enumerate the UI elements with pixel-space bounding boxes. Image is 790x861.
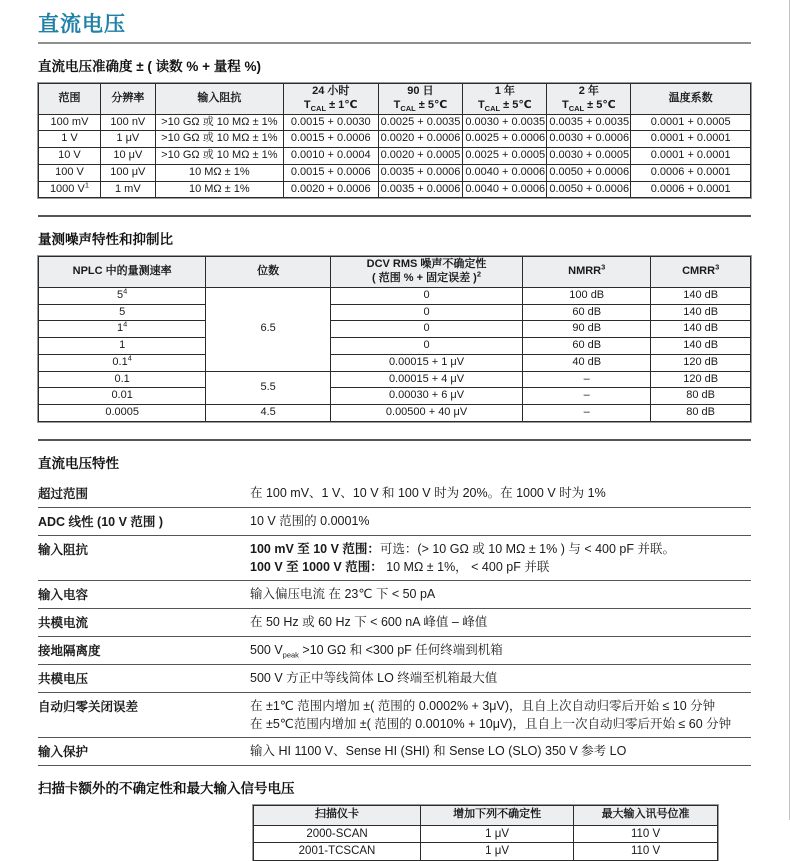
spec-label: 共模电流 (38, 615, 89, 630)
section-heading-characteristics: 直流电压特性 (38, 455, 119, 471)
table-cell: 0 (330, 338, 522, 355)
column-header: 范围 (39, 84, 101, 115)
table-cell: 0 (330, 304, 522, 321)
table-cell: 0.0015 + 0.0006 (283, 164, 378, 181)
column-header: 输入阻抗 (155, 84, 283, 115)
table-cell: 10 MΩ ± 1% (155, 181, 283, 198)
table-cell: 0.0020 + 0.0006 (378, 131, 463, 148)
spec-row (38, 507, 751, 535)
table-row (39, 304, 751, 321)
table-row (39, 321, 751, 338)
table-cell: 0.00015 + 4 μV (330, 371, 522, 388)
table-cell: 0 (330, 321, 522, 338)
table-cell: 0.0020 + 0.0005 (378, 148, 463, 165)
table-cell: 100 mV (39, 114, 101, 131)
table-cell: 40 dB (523, 354, 651, 371)
spec-row (38, 692, 751, 737)
spec-row (38, 636, 751, 664)
table-cell: 1 μV (100, 131, 155, 148)
table-cell: 90 dB (523, 321, 651, 338)
table-cell: 0.0006 + 0.0001 (631, 164, 751, 181)
table-row (254, 843, 718, 860)
table-cell: 0.0015 + 0.0006 (283, 131, 378, 148)
scanner-table-wrap (253, 805, 718, 861)
column-header: 1 年 $T_{CAL}$ ± 5℃ (463, 84, 547, 115)
column-header: 温度系数 (631, 84, 751, 115)
table-row (39, 181, 751, 198)
spec-value (250, 586, 751, 603)
scanner-card-table (253, 805, 718, 861)
table-row (254, 825, 718, 842)
table-cell: 0.0015 + 0.0030 (283, 114, 378, 131)
table-cell: 1 (39, 338, 206, 355)
table-cell: 80 dB (651, 388, 751, 405)
table-cell: 100 dB (523, 287, 651, 304)
section-heading-noise: 量测噪声特性和抑制比 (38, 232, 173, 248)
dc-accuracy-table (38, 83, 751, 198)
table-row (39, 371, 751, 388)
spec-label: 输入保护 (38, 744, 89, 759)
spec-value-line: 输入偏压电流 在 23℃ 下 < 50 pA (250, 586, 436, 601)
spec-row (38, 664, 751, 692)
table-cell: – (523, 371, 651, 388)
table-cell: 1 V (39, 131, 101, 148)
table-cell: 5.5 (206, 371, 331, 405)
table-cell: 80 dB (651, 405, 751, 422)
table-cell: 100 μV (100, 164, 155, 181)
table-cell: 0.01 (39, 388, 206, 405)
spec-value (250, 642, 751, 659)
table-cell: 1 μV (421, 825, 574, 842)
table-cell: 0.0040 + 0.0006 (463, 164, 547, 181)
table-cell: 6.5 (206, 287, 331, 371)
section-heading-accuracy: 直流电压准确度 ± ( 读数 % + 量程 %) (38, 59, 262, 74)
dc-characteristics-list (38, 480, 751, 766)
table-cell: 0.00500 + 40 μV (330, 405, 522, 422)
table-cell: 100 nV (100, 114, 155, 131)
spec-value-line: 在 100 mV、1 V、10 V 和 100 V 时为 20%。在 1000 V 时为 1% (250, 485, 606, 500)
table-cell: 100 V (39, 164, 101, 181)
table-cell: 0.0010 + 0.0004 (283, 148, 378, 165)
table-cell: 0.0020 + 0.0006 (283, 181, 378, 198)
table-cell: >10 GΩ 或 10 MΩ ± 1% (155, 114, 283, 131)
title-divider (38, 42, 751, 44)
table-cell: 120 dB (651, 354, 751, 371)
table-cell: 0.0050 + 0.0006 (547, 181, 631, 198)
table-cell: 0 (330, 287, 522, 304)
column-header: 增加下列不确定性 (421, 805, 574, 825)
table-cell: 0.0001 + 0.0001 (631, 148, 751, 165)
spec-label: 输入电容 (38, 587, 89, 602)
column-header: 位数 (206, 257, 331, 288)
spec-value (250, 485, 751, 502)
spec-value-line: 在 ±1℃ 范围内增加 ±( 范围的 0.0002% + 3μV)，且自上次自动归零后开始 ≤ 10 分钟 (250, 698, 716, 713)
noise-rejection-table (38, 256, 751, 422)
column-header: 扫描仪卡 (254, 805, 421, 825)
table-cell: 2001-TCSCAN (254, 843, 421, 860)
spec-label: 共模电压 (38, 671, 89, 686)
table-row (39, 338, 751, 355)
spec-value (250, 541, 751, 575)
table-cell: 10 V (39, 148, 101, 165)
table-cell: >10 GΩ 或 10 MΩ ± 1% (155, 148, 283, 165)
table-row (39, 388, 751, 405)
table-cell: 140 dB (651, 287, 751, 304)
spec-value (250, 614, 751, 631)
section-divider (38, 215, 751, 217)
table-cell: 1 μV (421, 843, 574, 860)
spec-value-line: 输入 HI 1100 V、Sense HI (SHI) 和 Sense LO (SLO) 350 V 参考 LO (250, 743, 627, 758)
spec-value (250, 743, 751, 760)
column-header: CMRR$^3$ (651, 257, 751, 288)
table-cell: 5 (39, 304, 206, 321)
table-cell: 140 dB (651, 304, 751, 321)
spec-label: 超过范围 (38, 486, 89, 501)
table-cell: 0.0035 + 0.0035 (547, 114, 631, 131)
table-cell: 0.0035 + 0.0006 (378, 164, 463, 181)
column-header: 最大输入讯号位准 (574, 805, 718, 825)
column-header: 分辨率 (100, 84, 155, 115)
table-cell: $5^4$ (39, 287, 206, 304)
column-header: NMRR$^3$ (523, 257, 651, 288)
table-row (39, 354, 751, 371)
table-cell: 60 dB (523, 338, 651, 355)
table-cell: 140 dB (651, 338, 751, 355)
table-cell: 0.0030 + 0.0005 (547, 148, 631, 165)
spec-value-line: 500 V 方正中等线简体 LO 终端至机箱最大值 (250, 670, 498, 685)
table-cell: 110 V (574, 843, 718, 860)
table-cell: 1000 $V^1$ (39, 181, 101, 198)
spec-value (250, 698, 751, 732)
table-cell: 0.00015 + 1 μV (330, 354, 522, 371)
spec-value (250, 670, 751, 687)
table-cell: – (523, 388, 651, 405)
table-cell: 0.0040 + 0.0006 (463, 181, 547, 198)
table-cell: $1^4$ (39, 321, 206, 338)
spec-label: 接地隔离度 (38, 643, 101, 658)
column-header: 24 小时 $T_{CAL}$ ± 1℃ (283, 84, 378, 115)
column-header: 90 日 $T_{CAL}$ ± 5℃ (378, 84, 463, 115)
section-divider (38, 439, 751, 441)
spec-value-line: 500 $V_{peak} >10$ GΩ 和 <300 pF 任何终端到机箱 (250, 642, 503, 660)
table-cell: $0.1^4$ (39, 354, 206, 371)
table-row (39, 131, 751, 148)
table-cell: 0.0006 + 0.0001 (631, 181, 751, 198)
table-cell: 110 V (574, 825, 718, 842)
table-row (39, 148, 751, 165)
column-header: NPLC 中的量测速率 (39, 257, 206, 288)
spec-row (38, 535, 751, 580)
table-cell: 0.0025 + 0.0035 (378, 114, 463, 131)
table-cell: 0.0001 + 0.0001 (631, 131, 751, 148)
table-cell: 0.1 (39, 371, 206, 388)
column-header: DCV RMS 噪声不确定性 ( 范围 % + 固定误差 )$^2$ (330, 257, 522, 288)
table-cell: 0.0025 + 0.0006 (463, 131, 547, 148)
table-row (39, 287, 751, 304)
spec-value-line: 10 V 范围的 0.0001% (250, 513, 370, 528)
table-row (39, 114, 751, 131)
spec-row (38, 480, 751, 507)
table-cell: 60 dB (523, 304, 651, 321)
spec-label: 自动归零关闭误差 (38, 699, 139, 714)
spec-value-line: 100 mV 至 10 V 范围：可选：(> 10 GΩ 或 10 MΩ ± 1% ) 与 < 400 pF 并联。 (250, 541, 675, 556)
spec-value-line: 在 ±5℃范围内增加 ±( 范围的 0.0010% + 10μV)，且自上一次自动归零后开始 ≤ 60 分钟 (250, 716, 732, 731)
table-cell: 0.00030 + 6 μV (330, 388, 522, 405)
table-cell: 0.0035 + 0.0006 (378, 181, 463, 198)
table-cell: >10 GΩ 或 10 MΩ ± 1% (155, 131, 283, 148)
table-cell: 0.0005 (39, 405, 206, 422)
section-heading-scanner: 扫描卡额外的不确定性和最大输入信号电压 (38, 780, 295, 796)
spec-label: 输入阻抗 (38, 542, 89, 557)
spec-row (38, 608, 751, 636)
table-cell: 0.0030 + 0.0035 (463, 114, 547, 131)
spec-value-line: 100 V 至 1000 V 范围： 10 MΩ ± 1%， < 400 pF 并联 (250, 559, 550, 574)
table-row (39, 405, 751, 422)
table-cell: 4.5 (206, 405, 331, 422)
column-header: 2 年 $T_{CAL}$ ± 5℃ (547, 84, 631, 115)
spec-value-line: 在 50 Hz 或 60 Hz 下 < 600 nA 峰值 – 峰值 (250, 614, 488, 629)
table-cell: 2000-SCAN (254, 825, 421, 842)
table-cell: 0.0001 + 0.0005 (631, 114, 751, 131)
table-cell: 10 MΩ ± 1% (155, 164, 283, 181)
table-cell: 140 dB (651, 321, 751, 338)
table-row (39, 164, 751, 181)
spec-label: ADC 线性 (10 V 范围 ) (38, 514, 164, 529)
table-cell: – (523, 405, 651, 422)
table-cell: 0.0025 + 0.0005 (463, 148, 547, 165)
table-cell: 0.0050 + 0.0006 (547, 164, 631, 181)
page-title: 直流电压 (38, 13, 126, 36)
table-cell: 1 mV (100, 181, 155, 198)
spec-row (38, 737, 751, 765)
spec-row (38, 580, 751, 608)
table-cell: 0.0030 + 0.0006 (547, 131, 631, 148)
table-cell: 10 μV (100, 148, 155, 165)
spec-value (250, 513, 751, 530)
table-cell: 120 dB (651, 371, 751, 388)
